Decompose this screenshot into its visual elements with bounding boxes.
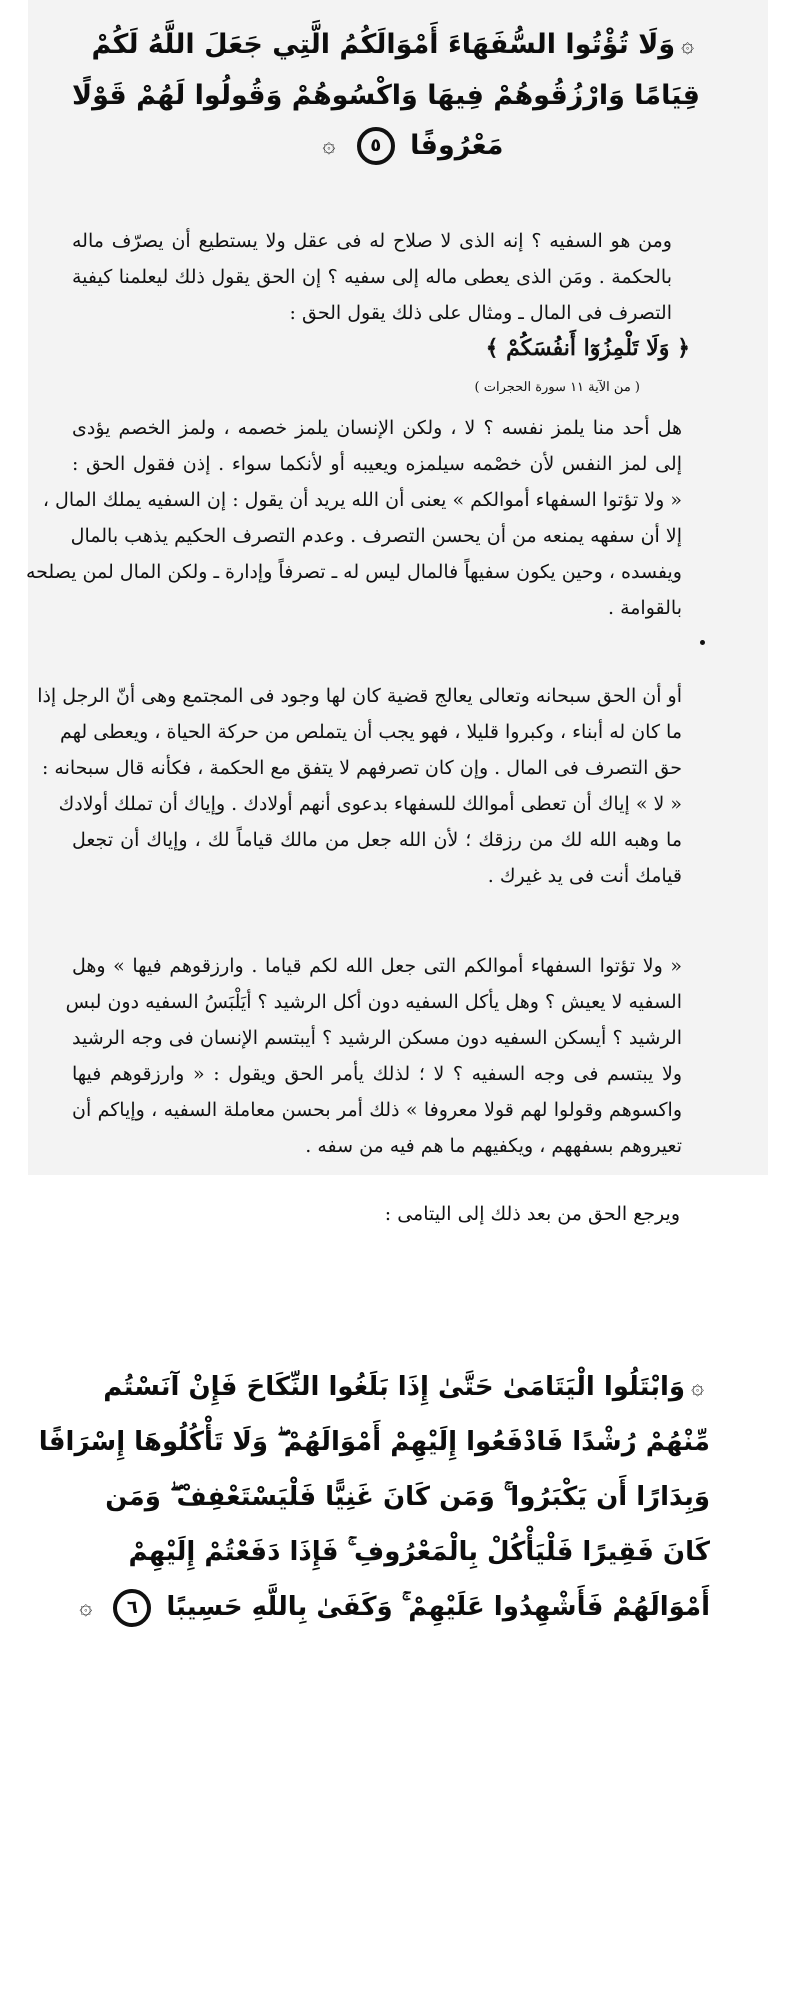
quoted-verse-text: وَلَا تَلْمِزُوٓا أَنفُسَكُمْ <box>506 335 670 361</box>
scan-mark <box>700 640 705 645</box>
text-line: بالقوامة . <box>607 597 682 619</box>
text-line: ويفسده ، وحين يكون سفيهاً فالمال ليس له ـ تصرفاً وإدارة ـ ولكن المال لمن يصلحه <box>25 561 682 583</box>
text-line: إلى لمز النفس لأن خصْمه سيلمزه ويعيبه أو لأنكما سواء . إذن فقول الحق : <box>72 453 682 475</box>
text-line: « ولا تؤتوا السفهاء أموالكم التى جعل الله لكم قياما . وارزقوهم فيها » وهل <box>72 955 682 977</box>
verse-bottom-line-4: كَانَ فَقِيرًا فَلْيَأْكُلْ بِالْمَعْرُوفِ ۚ فَإِذَا دَفَعْتُمْ إِلَيْهِمْ <box>128 1537 710 1567</box>
verse-top-line-1: ۞وَلَا تُؤْتُوا السُّفَهَاءَ أَمْوَالَكُمُ الَّتِي جَعَلَ اللَّهُ لَكُمْ <box>120 20 700 71</box>
verse-bottom-line-2: مِّنْهُمْ رُشْدًا فَادْفَعُوا إِلَيْهِمْ أَمْوَالَهُمْ ۖ وَلَا تَأْكُلُوهَا إِسْرَافًا <box>38 1427 710 1457</box>
verse-top-line-2: قِيَامًا وَارْزُقُوهُمْ فِيهَا وَاكْسُوهُمْ وَقُولُوا لَهُمْ قَوْلًا <box>72 79 700 111</box>
verse-end-ornament-icon: ۞ <box>79 1595 93 1620</box>
verse-bottom-line-3: وَبِدَارًا أَن يَكْبَرُوا ۚ وَمَن كَانَ غَنِيًّا فَلْيَسْتَعْفِفْ ۖ وَمَن <box>105 1482 710 1512</box>
text-line: التصرف فى المال ـ ومثال على ذلك يقول الحق : <box>289 302 672 324</box>
text-line: ومن هو السفيه ؟ إنه الذى لا صلاح له فى عقل ولا يستطيع أن يصرّف ماله <box>72 230 672 252</box>
paragraph-4 <box>65 948 682 1164</box>
text-line: ما كان له أبناء ، وكبروا قليلا ، فهو يجب أن يتملص من حركة الحياة ، ويعطى لهم <box>60 721 682 743</box>
verse-top-line-3: مَعْرُوفًا ٥ ۞ <box>120 121 700 172</box>
ayah-number-badge: ٥ <box>357 127 395 165</box>
verse-bottom-line-5: أَمْوَالَهُمْ فَأَشْهِدُوا عَلَيْهِمْ ۚ وَكَفَىٰ بِاللَّهِ حَسِيبًا ٦ ۞ <box>110 1580 710 1635</box>
source-text: ( من الآية ١١ سورة الحجرات ) <box>474 380 640 395</box>
text-line: هل أحد منا يلمز نفسه ؟ لا ، ولكن الإنسان يلمز خصمه ، ولمز الخصم يؤدى <box>72 417 682 439</box>
verse-bottom <box>38 1360 710 1635</box>
verse-end-ornament-icon: ۞ <box>322 133 336 158</box>
text-line: « لا » إياك أن تعطى أموالك للسفهاء بدعوى أنهم أولادك . وإياك أن تملك أولادك <box>58 793 682 815</box>
quoted-verse <box>330 335 690 361</box>
text-line: ويرجع الحق من بعد ذلك إلى اليتامى : <box>384 1203 680 1225</box>
text-line: ولا يبتسم فى وجه السفيه ؟ لا ؛ لذلك يأمر الحق ويقول : « وارزقوهم فيها <box>72 1063 682 1085</box>
text-line: « ولا تؤتوا السفهاء أموالكم » يعنى أن الله يريد أن يقول : إن السفيه يملك المال ، <box>42 489 682 511</box>
verse-source-note <box>340 380 640 395</box>
text-line: أو أن الحق سبحانه وتعالى يعالج قضية كان لها وجود فى المجتمع وهى أنّ الرجل إذا <box>37 685 682 707</box>
text-line: واكسوهم وقولوا لهم قولا معروفا » ذلك أمر بحسن معاملة السفيه ، وإياكم أن <box>72 1099 682 1121</box>
text-line: إلا أن سفهه يمنعه من أن يحسن التصرف . وعدم التصرف الحكيم يذهب بالمال <box>70 525 682 547</box>
paragraph-3 <box>37 678 682 894</box>
ayah-number-badge: ٦ <box>113 1589 151 1627</box>
text-line: الرشيد ؟ أيسكن السفيه دون مسكن الرشيد ؟ أيبتسم الإنسان فى وجه الرشيد <box>72 1027 682 1049</box>
bracket-close-icon: ﴾ <box>485 335 499 361</box>
verse-ornament-icon: ۞ <box>691 1375 704 1400</box>
verse-ornament-icon: ۞ <box>681 32 694 58</box>
verse-bottom-line-1: ۞وَابْتَلُوا الْيَتَامَىٰ حَتَّىٰ إِذَا بَلَغُوا النِّكَاحَ فَإِنْ آنَسْتُم <box>110 1360 710 1415</box>
paragraph-2 <box>25 410 682 626</box>
text-line: بالحكمة . ومَن الذى يعطى ماله إلى سفيه ؟ إن الحق يقول ذلك ليعلمنا كيفية <box>72 266 672 288</box>
text-line: تعيروهم بسفههم ، ويكفيهم ما هم فيه من سفه . <box>305 1135 682 1157</box>
bracket-open-icon: ﴿ <box>677 335 690 361</box>
text-line: السفيه لا يعيش ؟ وهل يأكل السفيه دون أكل الرشيد ؟ أيَلْبَسُ السفيه دون لبس <box>65 991 682 1013</box>
paragraph-1 <box>72 223 672 331</box>
paragraph-5 <box>300 1196 680 1232</box>
text-line: قيامك أنت فى يد غيرك . <box>487 865 682 887</box>
text-line: حق التصرف فى المال . وإن كان تصرفهم لا يتفق مع الحكمة ، فكأنه قال سبحانه : <box>41 757 682 779</box>
text-line: ما وهبه الله لك من رزقك ؛ لأن الله جعل من مالك قياماً لك ، وإياك أن تجعل <box>72 829 682 851</box>
verse-top <box>72 20 700 171</box>
